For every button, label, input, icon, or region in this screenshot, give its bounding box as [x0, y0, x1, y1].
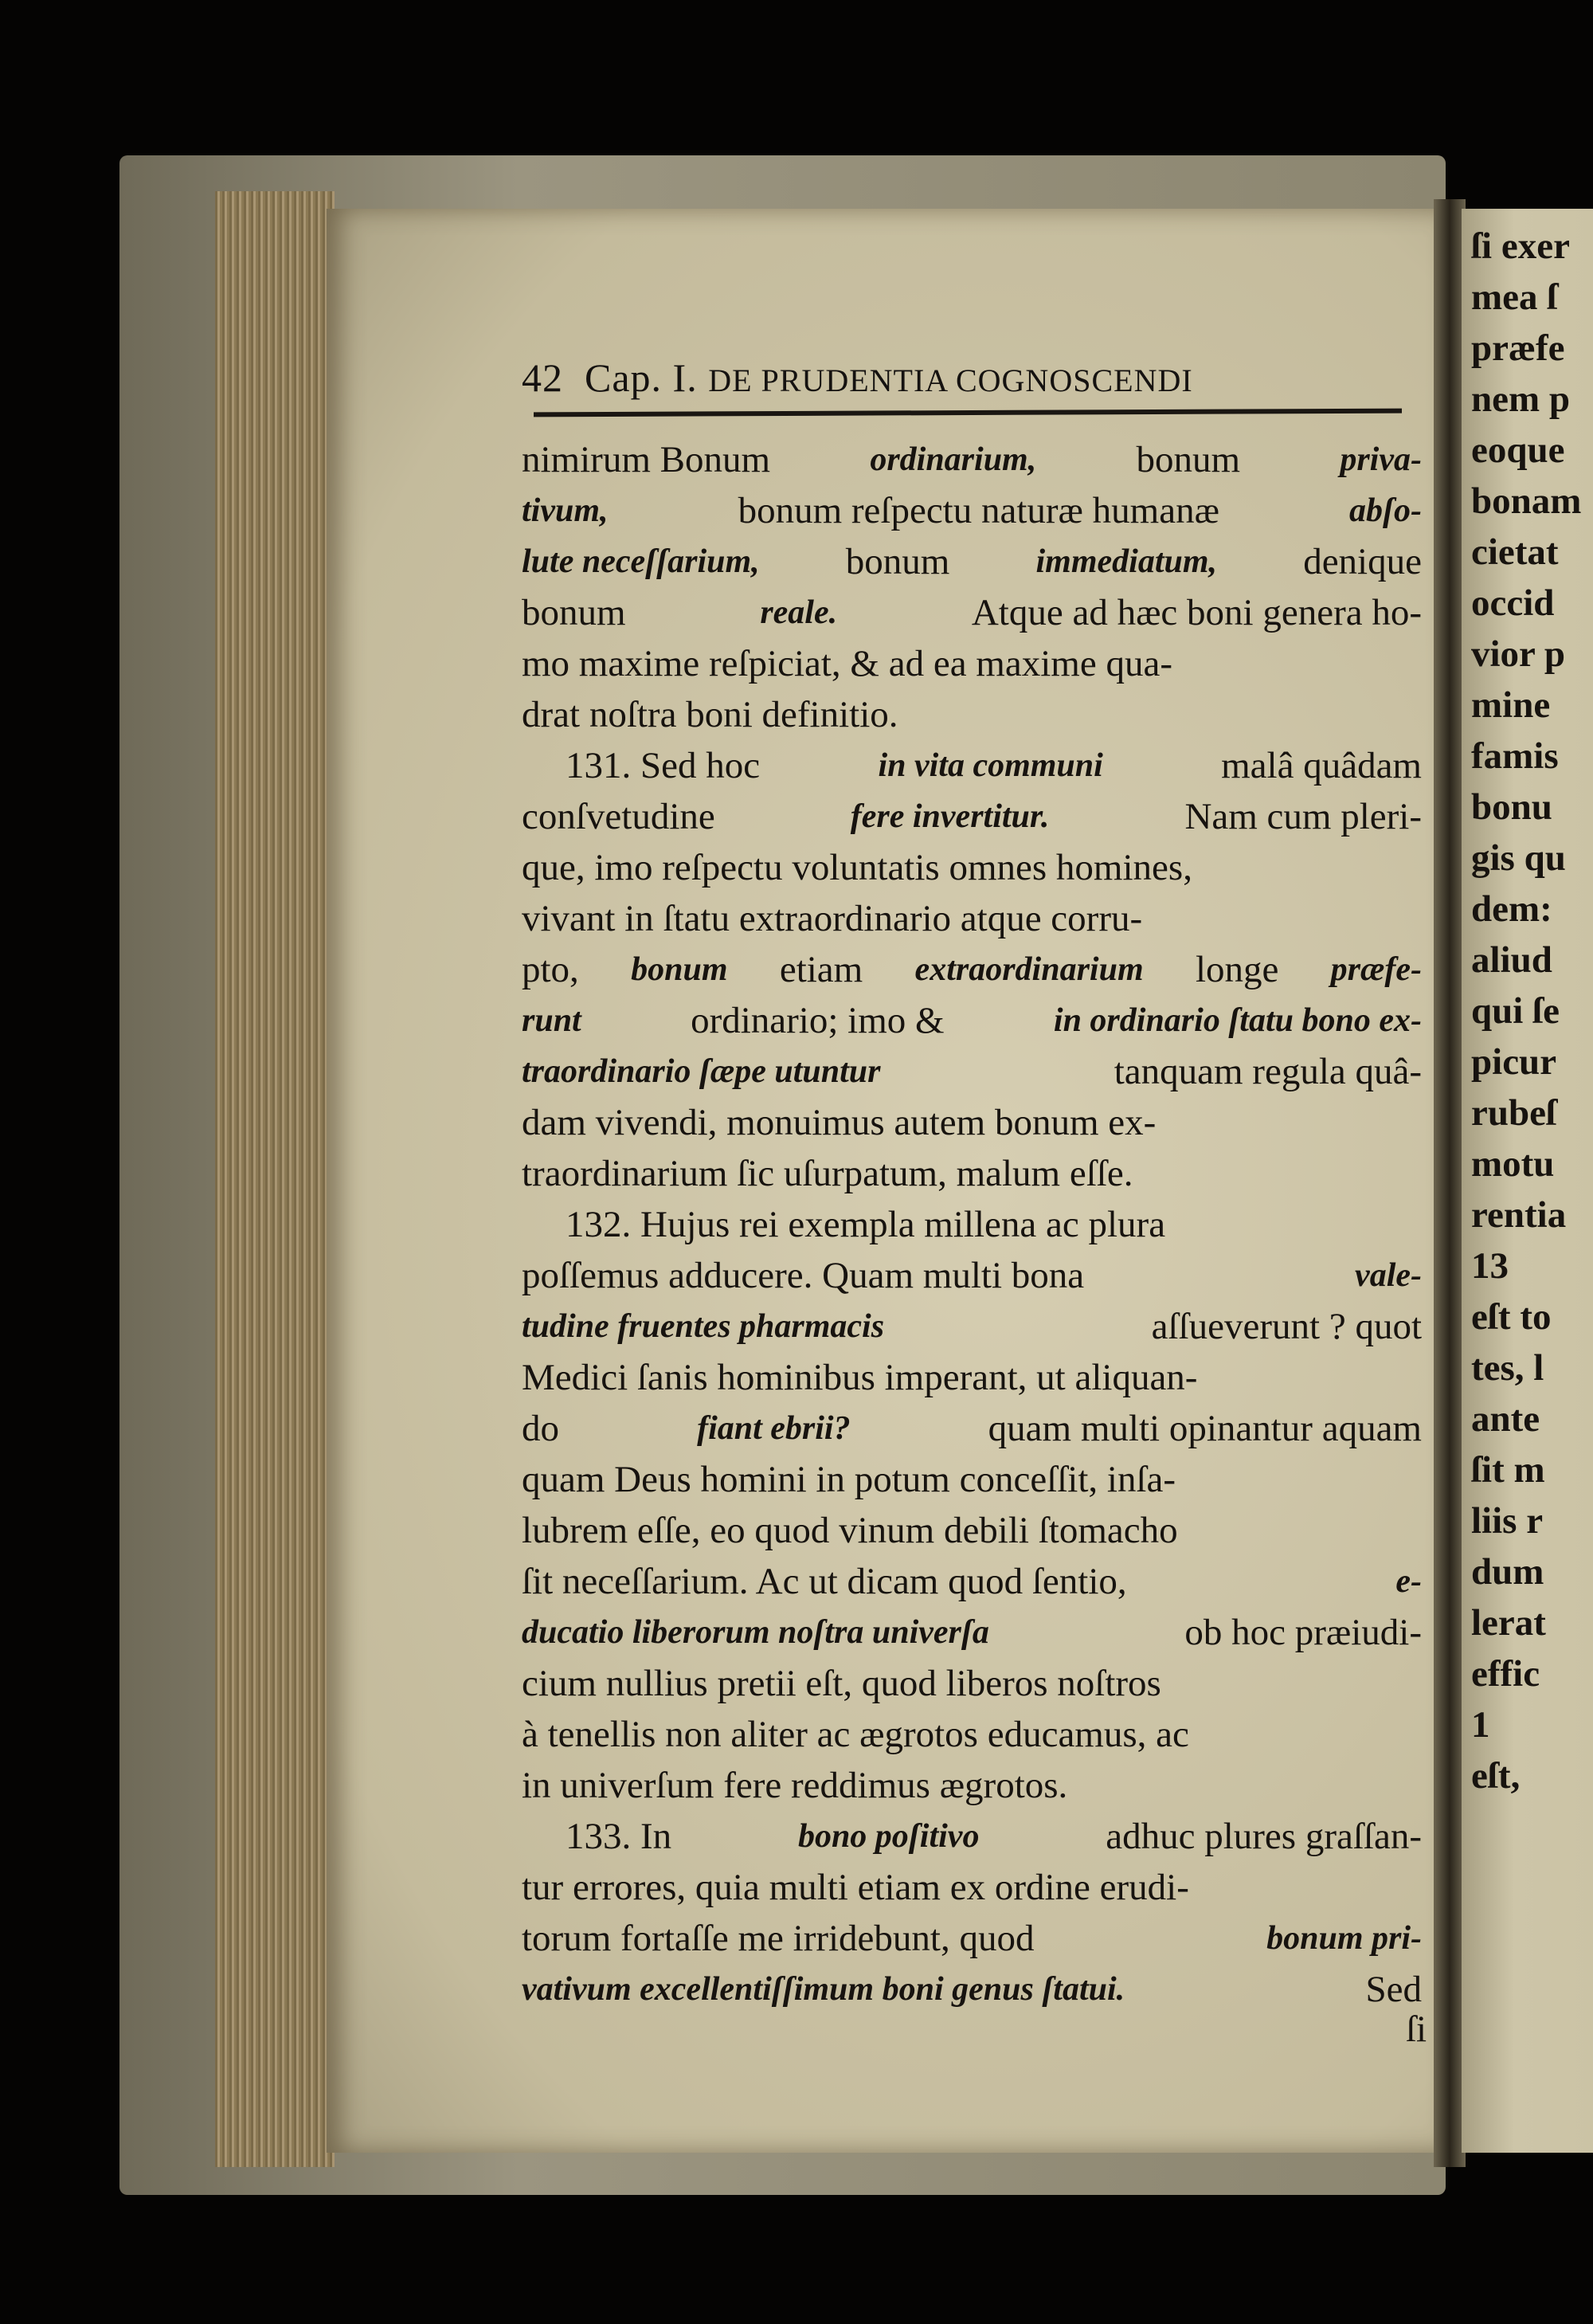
text: quam multi opinantur aquam [988, 1408, 1422, 1449]
text: tur errores, quia multi etiam ex ordine erudi- [522, 1867, 1189, 1908]
right-page-fragment: mine [1471, 684, 1551, 726]
right-page-fragment: 13 [1471, 1245, 1509, 1287]
text: Atque ad hæc boni genera ho- [971, 592, 1422, 633]
right-page-fragment: ſi exer [1471, 225, 1570, 267]
text: Nam cum pleri- [1184, 796, 1422, 837]
text: bonum [1136, 439, 1241, 480]
italic-text: bono poſitivo [797, 1818, 980, 1855]
text-line [522, 1862, 1422, 1913]
italic-text: fere invertitur. [850, 798, 1050, 835]
right-page-fragment: effic [1471, 1653, 1540, 1695]
text-line [522, 1760, 1422, 1811]
right-page-fragment: 1 [1471, 1704, 1490, 1746]
italic-text: in ordinario ſtatu bono ex- [1053, 1002, 1422, 1039]
text: tanquam regula quâ- [1114, 1051, 1422, 1092]
text: in univerſum fere reddimus ægrotos. [522, 1765, 1068, 1806]
text: lubrem eſſe, eo quod vinum debili ſtomacho [522, 1510, 1178, 1551]
text-line [522, 1709, 1422, 1760]
italic-text: bonum [631, 951, 728, 988]
text-line [522, 791, 1422, 842]
italic-text: runt [522, 1002, 581, 1039]
text: 133. In [566, 1816, 672, 1857]
italic-text: bonum pri- [1266, 1920, 1422, 1957]
italic-text: reale. [760, 594, 838, 631]
right-page-fragment: dem: [1471, 888, 1552, 930]
right-page-fragment: eoque [1471, 429, 1565, 471]
text: ſit neceſſarium. Ac ut dicam quod ſentio, [522, 1561, 1127, 1602]
text: que, imo reſpectu voluntatis omnes homines, [522, 847, 1192, 888]
text-line [522, 1403, 1422, 1454]
page-number: 42 [522, 355, 563, 400]
text: 131. Sed hoc [566, 745, 761, 786]
page-edges [215, 191, 335, 2167]
right-page-fragment: præfe [1471, 327, 1565, 369]
text: à tenellis non aliter ac ægrotos educamus, ac [522, 1714, 1189, 1755]
text-line [522, 1913, 1422, 1964]
text: malâ quâdam [1221, 745, 1422, 786]
italic-text: fiant ebrii? [697, 1410, 851, 1447]
text: poſſemus adducere. Quam multi bona [522, 1255, 1085, 1296]
text: traordinarium ſic uſurpatum, malum eſſe. [522, 1153, 1133, 1194]
right-page-fragment: picur [1471, 1041, 1557, 1083]
right-page-fragment: nem p [1471, 378, 1571, 420]
italic-text: ducatio liberorum noſtra univerſa [522, 1614, 989, 1651]
italic-text: immediatum, [1035, 543, 1218, 580]
text: do [522, 1408, 559, 1449]
text: nimirum Bonum [522, 439, 771, 480]
right-page [1462, 209, 1593, 2153]
italic-text: vale- [1355, 1257, 1422, 1294]
text: aſſueverunt ? quot [1151, 1306, 1422, 1347]
book-gutter [1434, 199, 1466, 2167]
text-line [522, 1607, 1422, 1658]
italic-text: extraordinarium [914, 951, 1144, 988]
right-page-fragment: qui ſe [1471, 990, 1560, 1032]
text-line [522, 1199, 1422, 1250]
text-line [522, 842, 1422, 893]
right-page-fragment: cietat [1471, 531, 1559, 573]
italic-text: tudine fruentes pharmacis [522, 1308, 885, 1345]
italic-text: traordinario ſæpe utuntur [522, 1053, 881, 1090]
italic-text: lute neceſſarium, [522, 543, 760, 580]
text-line [522, 944, 1422, 995]
right-page-fragment: tes, l [1471, 1347, 1544, 1389]
text: denique [1303, 541, 1422, 582]
text-line [522, 638, 1422, 689]
text: ob hoc præiudi- [1184, 1612, 1422, 1653]
text: adhuc plures graſſan- [1106, 1816, 1422, 1857]
right-page-fragment: mea ſ [1471, 276, 1558, 318]
right-page-fragment: motu [1471, 1143, 1555, 1185]
text: torum fortaſſe me irridebunt, quod [522, 1918, 1035, 1959]
running-header [522, 355, 1406, 401]
text-line [522, 485, 1422, 536]
text: mo maxime reſpiciat, & ad ea maxime qua- [522, 643, 1172, 684]
right-page-fragment: rentia [1471, 1194, 1567, 1236]
italic-text: e- [1395, 1563, 1422, 1600]
italic-text: in vita communi [878, 747, 1103, 784]
catchword: ſi [1406, 2009, 1427, 2050]
text: bonum [845, 541, 950, 582]
right-page-fragment: famis [1471, 735, 1559, 777]
right-page-fragment: bonam [1471, 480, 1582, 522]
right-page-fragment: eſt to [1471, 1296, 1552, 1338]
text-line [522, 740, 1422, 791]
text-line [522, 1250, 1422, 1301]
right-page-fragment: dum [1471, 1551, 1544, 1593]
text-line [522, 1301, 1422, 1352]
chapter-label: Cap. I. [585, 355, 698, 400]
text-line [522, 1148, 1422, 1199]
italic-text: vativum excellentiſſimum boni genus ſtatui. [522, 1971, 1125, 2008]
text-line [522, 995, 1422, 1046]
italic-text: præfe- [1330, 951, 1422, 988]
chapter-title: DE PRUDENTIA COGNOSCENDI [708, 363, 1193, 398]
right-page-fragment: vior p [1471, 633, 1565, 675]
text: etiam [779, 949, 863, 990]
text: dam vivendi, monuimus autem bonum ex- [522, 1102, 1157, 1143]
right-page-fragment: rubeſ [1471, 1092, 1557, 1134]
right-page-fragment: occid [1471, 582, 1555, 624]
text: conſvetudine [522, 796, 715, 837]
right-page-fragment: ante [1471, 1398, 1540, 1440]
text: bonum [522, 592, 626, 633]
text-line [522, 587, 1422, 638]
text-line [522, 689, 1422, 740]
text-line [522, 893, 1422, 944]
page-text [522, 434, 1422, 2015]
italic-text: priva- [1340, 441, 1422, 478]
text-line [522, 434, 1422, 485]
text-line [522, 1352, 1422, 1403]
text-line [522, 1811, 1422, 1862]
text: Sed [1365, 1969, 1422, 2010]
text: vivant in ſtatu extraordinario atque corru- [522, 898, 1143, 939]
right-page-fragment: lerat [1471, 1602, 1546, 1644]
text-line [522, 1097, 1422, 1148]
text-line [522, 1556, 1422, 1607]
right-page-fragment: aliud [1471, 939, 1552, 981]
text: ordinario; imo & [691, 1000, 945, 1041]
right-page-fragment: eſt, [1471, 1755, 1521, 1797]
italic-text: tivum, [522, 492, 609, 529]
text: longe [1195, 949, 1279, 990]
text-line [522, 1505, 1422, 1556]
italic-text: abſo- [1349, 492, 1422, 529]
right-page-fragment: bonu [1471, 786, 1552, 828]
right-page-fragment: liis r [1471, 1500, 1544, 1542]
text: 132. Hujus rei exempla millena ac plura [566, 1204, 1166, 1245]
italic-text: ordinarium, [870, 441, 1037, 478]
text: pto, [522, 949, 579, 990]
text-line [522, 1964, 1422, 2015]
text-line [522, 1046, 1422, 1097]
text: cium nullius pretii eſt, quod liberos noſtros [522, 1663, 1161, 1704]
text: drat noſtra boni definitio. [522, 694, 898, 735]
text: quam Deus homini in potum conceſſit, inſa- [522, 1459, 1176, 1500]
text: Medici ſanis hominibus imperant, ut aliquan- [522, 1357, 1198, 1398]
text-line [522, 536, 1422, 587]
right-page-fragment: ſit m [1471, 1449, 1545, 1491]
right-page-fragment: gis qu [1471, 837, 1566, 879]
text-line [522, 1454, 1422, 1505]
text-line [522, 1658, 1422, 1709]
text: bonum reſpectu naturæ humanæ [738, 490, 1219, 531]
